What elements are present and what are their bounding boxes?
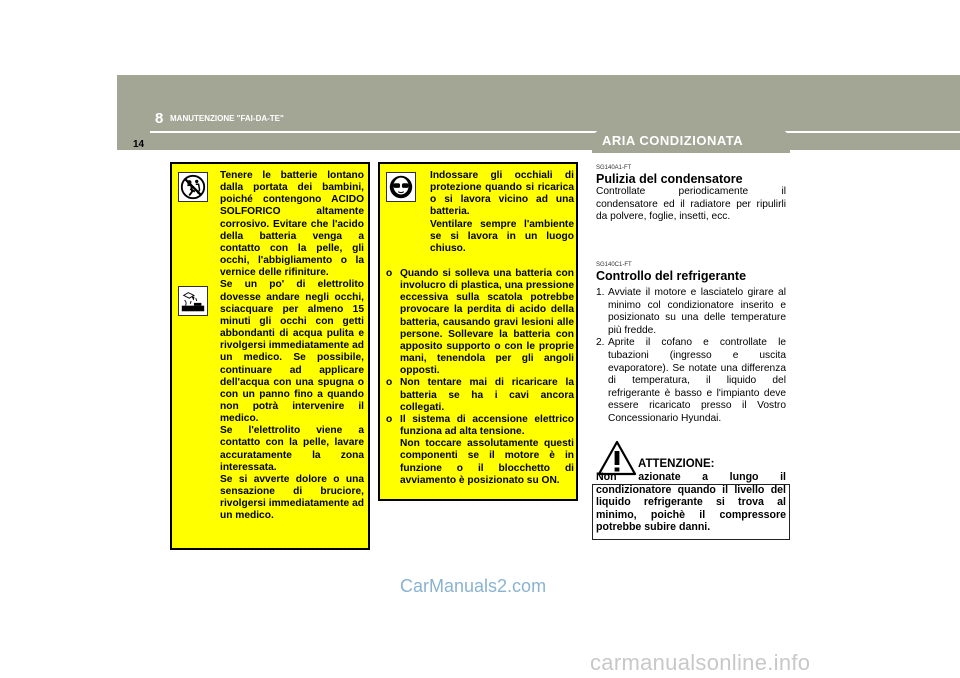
section-text: Controllate periodicamente il condensatore ed il radiatore per ripulirli da polvere, foglie, insetti, ecc. — [596, 186, 786, 223]
step-number: 2. — [596, 337, 605, 349]
condenser-section — [596, 165, 786, 224]
warning-right-bullets — [386, 268, 574, 487]
page-number: 14 — [133, 139, 145, 150]
section-title: Controllo del refrigerante — [596, 269, 747, 283]
list-item — [386, 377, 574, 413]
warning-left-para-3: Se l'elettrolito viene a contatto con la pelle, lavare accuratamente la zona interessata. — [220, 425, 364, 473]
warning-left-para-2: Se un po' di elettrolito dovesse andare negli occhi, sciacquare per almeno 15 minuti gli occhi con getti abbondanti di acqua pulita e rivolgersi immediatamente ad un medico. Se possibile, continuare ad applicare dell'acqua con una spugna o con un panno fino a quando non potrà intervenire il medico. — [220, 279, 364, 425]
list-item — [386, 268, 574, 377]
section-tab — [592, 129, 790, 153]
step-number: 1. — [596, 287, 605, 298]
chapter-title: MANUTENZIONE "FAI-DA-TE" — [170, 114, 284, 123]
bullet-text: Il sistema di accensione elettrico funziona ad alta tensione. — [400, 413, 574, 438]
safety-goggles-icon — [386, 172, 416, 202]
chapter-number: 8 — [155, 110, 164, 127]
bullet-text: Quando si solleva una batteria con involucro di plastica, una pressione eccessiva sulla scatola potrebbe provocare la perdita di acido della batteria, causando gravi lesioni alle persone. Sollevare la batteria con apposito supporto o con le proprie mani, tenendola per gli angoli opposti. — [400, 268, 574, 377]
acid-corrosive-icon — [178, 286, 208, 316]
section-tab-label: ARIA CONDIZIONATA — [602, 133, 744, 148]
bullet-mark: o — [386, 413, 393, 425]
watermark-top: CarManuals2.com — [400, 576, 547, 596]
watermark-bottom: carmanualsonline.info — [590, 650, 811, 675]
section-code: SG140A1-FT — [596, 165, 632, 171]
warning-left-para-4: Se si avverte dolore o una sensazione di bruciore, rivolgersi immediatamente ad un medico. — [220, 473, 364, 522]
battery-handling-warning-box — [378, 162, 578, 501]
warning-left-para-1: Tenere le batterie lontano dalla portata dei bambini, poiché contengono ACIDO SOLFORICO altamente corrosivo. Evitare che l'acido della batteria venga a contatto con la pelle, gli occhi, l'abbigliamento o la vernice delle rifiniture. — [220, 170, 364, 279]
bullet-mark: o — [386, 377, 393, 389]
refrigerant-section — [596, 262, 786, 426]
list-item — [596, 287, 786, 337]
section-title: Pulizia del condensatore — [596, 172, 743, 186]
section-code: SG140C1-FT — [596, 262, 632, 268]
warning-right-intro-2: Ventilare sempre l'ambiente se si lavora in un luogo chiuso. — [430, 218, 574, 254]
list-item — [386, 414, 574, 487]
bullet-text: Non tentare mai di ricaricare la batteria se ha i cavi ancora collegati. — [400, 377, 574, 413]
step-text: Aprite il cofano e controllate le tubazioni (ingresso e uscita evaporatore). Se notate una differenza di temperatura, il liquido del refrigerante è basso e l'impianto deve essere ricaricato presso il Vostro Concessionario Hyundai. — [608, 337, 786, 424]
attention-title: ATTENZIONE: — [638, 458, 715, 470]
steps-list — [596, 287, 786, 426]
battery-warning-box — [170, 162, 370, 550]
child-keep-away-icon — [178, 172, 208, 202]
header-divider — [150, 131, 960, 133]
warning-right-intro-1: Indossare gli occhiali di protezione quando si ricarica o si lavora vicino ad una batteria. — [430, 170, 574, 218]
step-text: Avviate il motore e lasciatelo girare al minimo col condizionatore inserito e posizionato su una delle temperature più fredde. — [608, 287, 786, 336]
bullet-mark: o — [386, 268, 393, 279]
header-band — [117, 75, 960, 150]
list-item — [596, 337, 786, 425]
bullet-extra-text: Non toccare assolutamente questi componenti se il motore è in funzione o il blocchetto di avviamento è posizionato su ON. — [400, 438, 574, 486]
attention-text: Non azionate a lungo il condizionatore quando il livello del liquido refrigerante si trova al minimo, poichè il compressore potrebbe subire danni. — [596, 471, 786, 534]
